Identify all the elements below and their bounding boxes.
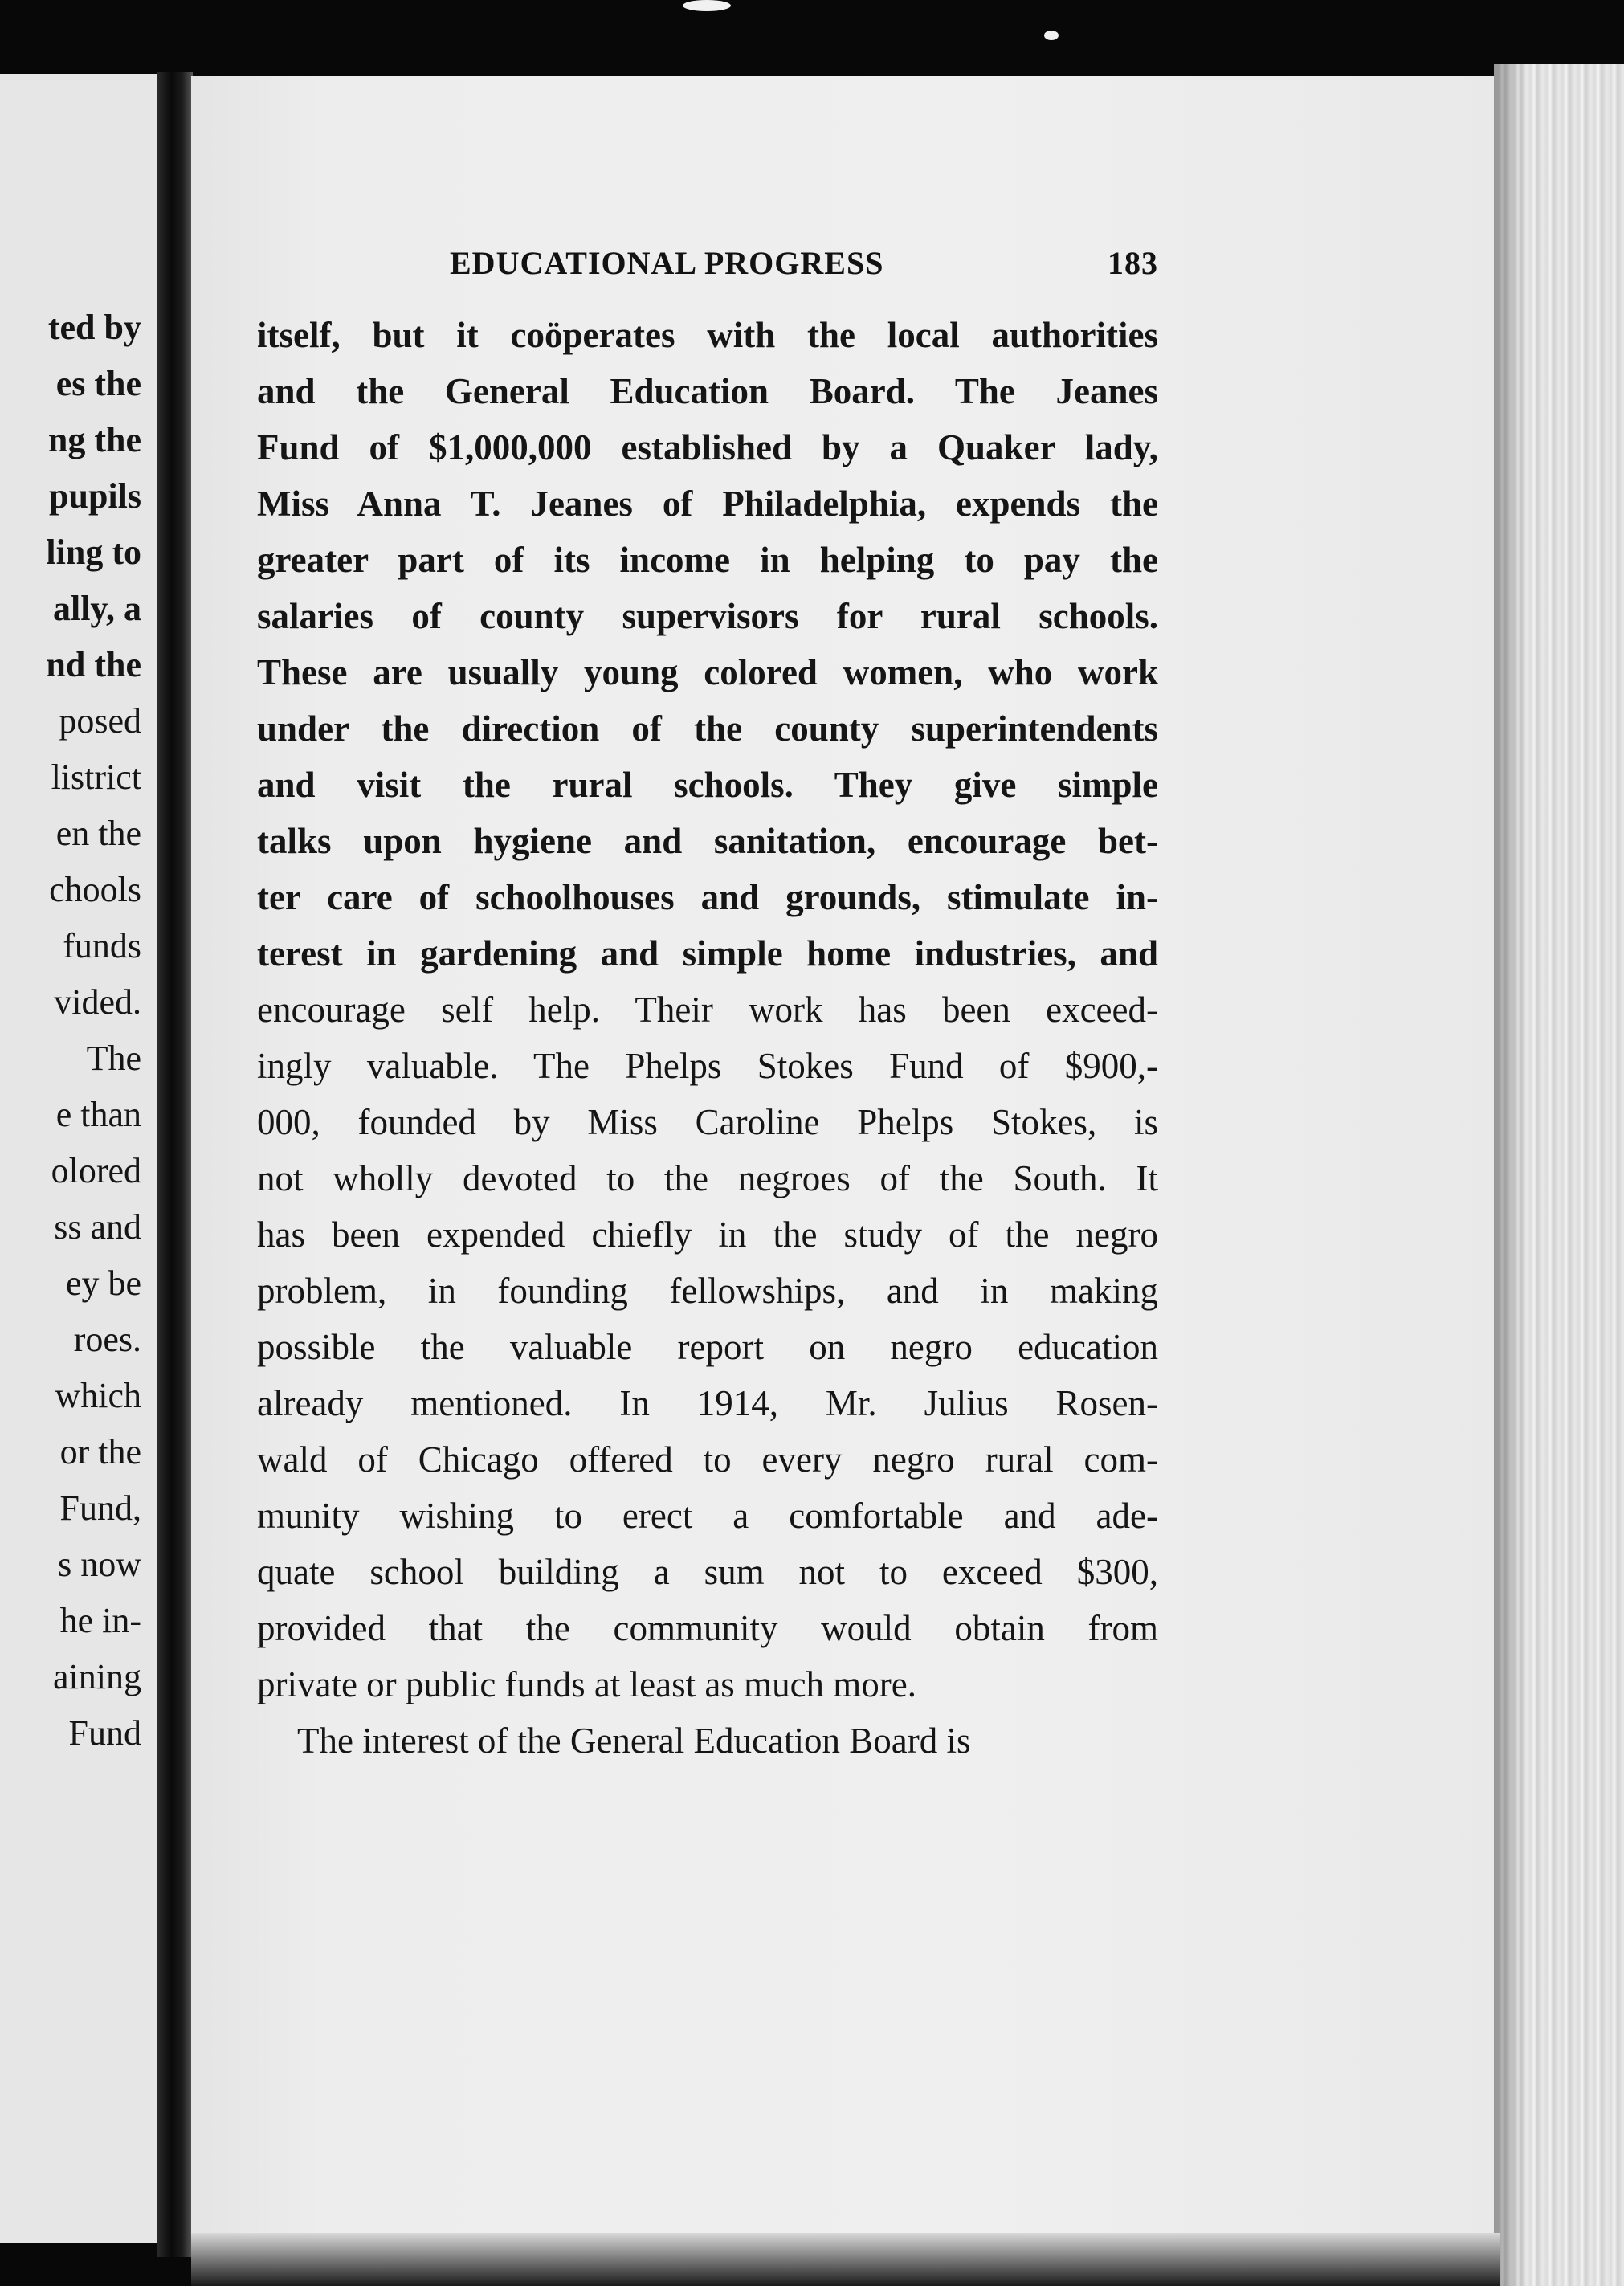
left-page-line: ng the bbox=[47, 420, 141, 459]
text-line: The interest of the General Education Board is bbox=[297, 1721, 971, 1761]
left-page-line: listrict bbox=[51, 757, 141, 797]
left-page-line: he in- bbox=[59, 1601, 141, 1640]
text-line: possible the valuable report on negro education bbox=[257, 1327, 1158, 1367]
left-page-line: vided. bbox=[54, 982, 141, 1022]
scan-speck bbox=[1044, 31, 1059, 40]
text-line: itself, but it coöperates with the local authorities bbox=[257, 315, 1158, 355]
text-line: talks upon hygiene and sanitation, encourage bet- bbox=[257, 821, 1158, 861]
left-page-line: The bbox=[86, 1039, 141, 1078]
text-line: and visit the rural schools. They give simple bbox=[257, 765, 1158, 805]
left-page-line: e than bbox=[55, 1095, 141, 1134]
left-page-line: Fund bbox=[68, 1713, 141, 1753]
text-line: has been expended chiefly in the study of the negro bbox=[257, 1214, 1158, 1255]
left-page-line: chools bbox=[49, 870, 141, 909]
text-line: terest in gardening and simple home industries, and bbox=[257, 933, 1158, 974]
left-page-line: roes. bbox=[73, 1320, 141, 1359]
body-text bbox=[257, 307, 1158, 1769]
text-line: wald of Chicago offered to every negro rural com- bbox=[257, 1439, 1158, 1480]
text-line: problem, in founding fellowships, and in making bbox=[257, 1271, 1158, 1311]
left-page-line: en the bbox=[55, 814, 141, 853]
scan-speck bbox=[683, 0, 731, 11]
left-page-line: ally, a bbox=[52, 589, 141, 628]
text-line: not wholly devoted to the negroes of the South. It bbox=[257, 1158, 1158, 1198]
running-head bbox=[257, 241, 1158, 289]
left-page-line: Fund, bbox=[59, 1488, 141, 1528]
text-line: already mentioned. In 1914, Mr. Julius Rosen- bbox=[257, 1383, 1158, 1423]
text-line: and the General Education Board. The Jeanes bbox=[257, 371, 1158, 411]
text-line: munity wishing to erect a comfortable and ade- bbox=[257, 1496, 1158, 1536]
page-edge-shadow bbox=[1494, 64, 1526, 2286]
text-line: ter care of schoolhouses and grounds, stimulate in- bbox=[257, 877, 1158, 917]
left-page-line: olored bbox=[51, 1151, 141, 1190]
text-line: ingly valuable. The Phelps Stokes Fund of $900,- bbox=[257, 1046, 1158, 1086]
left-page-line: which bbox=[55, 1376, 141, 1415]
book-gutter bbox=[157, 72, 193, 2257]
left-page-line: ling to bbox=[46, 533, 141, 572]
text-line: 000, founded by Miss Caroline Phelps Stokes, is bbox=[257, 1102, 1158, 1142]
text-line: These are usually young colored women, who work bbox=[257, 652, 1158, 692]
text-line: encourage self help. Their work has been exceed- bbox=[257, 990, 1158, 1030]
left-page-line: ted by bbox=[47, 308, 141, 347]
left-page-line: es the bbox=[55, 364, 141, 403]
text-line: private or public funds at least as much more. bbox=[257, 1664, 917, 1704]
text-line: greater part of its income in helping to pay the bbox=[257, 540, 1158, 580]
page-number: 183 bbox=[1108, 245, 1158, 281]
running-head-title: EDUCATIONAL PROGRESS bbox=[450, 245, 884, 281]
left-page-line: funds bbox=[63, 926, 141, 965]
bottom-edge bbox=[191, 2233, 1500, 2286]
left-page-fragment bbox=[0, 74, 161, 2243]
left-page-line: ey be bbox=[65, 1263, 141, 1303]
left-page-line: ss and bbox=[54, 1207, 141, 1247]
left-page-line: posed bbox=[59, 701, 141, 741]
text-line: quate school building a sum not to exceed $300, bbox=[257, 1552, 1158, 1592]
left-page-line: nd the bbox=[46, 645, 141, 684]
left-page-line: or the bbox=[59, 1432, 141, 1472]
left-page-line: pupils bbox=[49, 476, 141, 516]
left-page-line: aining bbox=[53, 1657, 141, 1696]
text-line: Fund of $1,000,000 established by a Quaker lady, bbox=[257, 427, 1158, 467]
text-line: salaries of county supervisors for rural schools. bbox=[257, 596, 1158, 636]
left-page-line: s now bbox=[58, 1545, 141, 1584]
text-line: under the direction of the county superintendents bbox=[257, 708, 1158, 749]
text-line: provided that the community would obtain from bbox=[257, 1608, 1158, 1648]
text-line: Miss Anna T. Jeanes of Philadelphia, expends the bbox=[257, 484, 1158, 524]
